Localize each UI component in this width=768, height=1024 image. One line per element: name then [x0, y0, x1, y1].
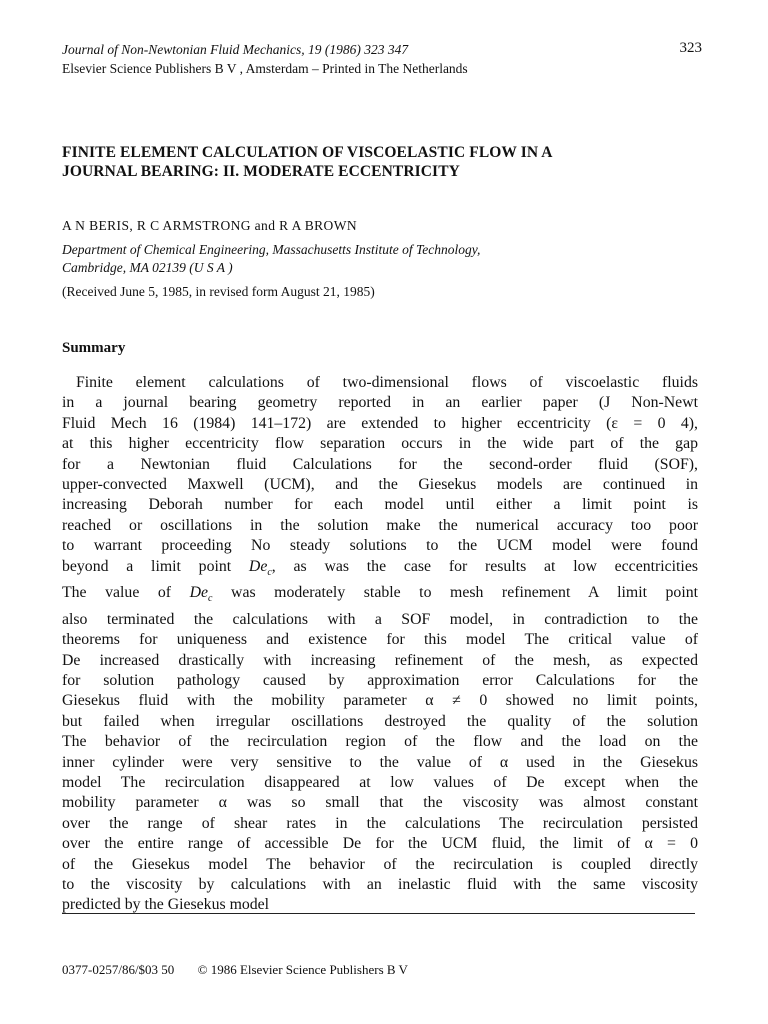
affiliation-line-1: Department of Chemical Engineering, Massachusetts Institute of Technology,: [62, 242, 481, 257]
summary-line: Fluid Mech 16 (1984) 141–172) are extended to higher eccentricity (ε = 0 4),: [62, 414, 698, 432]
summary-line: of the Giesekus model The behavior of the recirculation is coupled directly: [62, 855, 698, 873]
page-number: 323: [679, 40, 702, 56]
summary-line: but failed when irregular oscillations destroyed the quality of the solution: [62, 712, 698, 730]
summary-line: The behavior of the recirculation region of the flow and the load on the: [62, 733, 698, 751]
summary-line: Finite element calculations of two-dimensional flows of viscoelastic fluids: [76, 374, 698, 391]
title-line-1: FINITE ELEMENT CALCULATION OF VISCOELASTIC FLOW IN A: [62, 144, 553, 161]
summary-text: [62, 373, 698, 916]
publisher-line: Elsevier Science Publishers B V , Amsterdam – Printed in The Netherlands: [62, 61, 468, 76]
issn-code: 0377-0257/86/$03 50: [62, 962, 175, 977]
affiliation: [62, 241, 480, 277]
summary-line: mobility parameter α was so small that the viscosity was almost constant: [62, 794, 698, 812]
summary-line: to warrant proceeding No steady solutions to the UCM model were found: [62, 537, 698, 555]
title-line-2: JOURNAL BEARING: II. MODERATE ECCENTRICITY: [62, 163, 460, 180]
summary-line: for a Newtonian fluid Calculations for the second-order fluid (SOF),: [62, 455, 698, 473]
summary-line: over the range of shear rates in the calculations The recirculation persisted: [62, 814, 698, 832]
author-list: A N BERIS, R C ARMSTRONG and R A BROWN: [62, 218, 357, 233]
journal-header: [62, 40, 702, 78]
footer-rule: [62, 913, 695, 914]
journal-citation: Journal of Non-Newtonian Fluid Mechanics, 19 (1986) 323 347: [62, 42, 409, 57]
summary-line: model The recirculation disappeared at low values of De except when the: [62, 774, 698, 792]
summary-line: to the viscosity by calculations with an inelastic fluid with the same viscosity: [62, 876, 698, 894]
summary-line: inner cylinder were very sensitive to the value of α used in the Giesekus: [62, 753, 698, 771]
summary-line: upper-convected Maxwell (UCM), and the Giesekus models are continued in: [62, 476, 698, 494]
copyright-notice: © 1986 Elsevier Science Publishers B V: [197, 962, 408, 977]
summary-line: in a journal bearing geometry reported in an earlier paper (J Non-Newt: [62, 394, 698, 412]
affiliation-line-2: Cambridge, MA 02139 (U S A ): [62, 260, 233, 275]
footer: [62, 962, 428, 978]
summary-line: Giesekus fluid with the mobility parameter α ≠ 0 showed no limit points,: [62, 692, 698, 710]
summary-line: reached or oscillations in the solution make the numerical accuracy too poor: [62, 516, 698, 534]
summary-line: also terminated the calculations with a SOF model, in contradiction to the: [62, 610, 698, 628]
summary-line: De increased drastically with increasing refinement of the mesh, as expected: [62, 651, 698, 669]
received-dates: (Received June 5, 1985, in revised form August 21, 1985): [62, 284, 375, 299]
summary-line: over the entire range of accessible De for the UCM fluid, the limit of α = 0: [62, 835, 698, 853]
summary-line: for solution pathology caused by approximation error Calculations for the: [62, 672, 698, 689]
paper-title: [62, 143, 712, 181]
summary-line: at this higher eccentricity flow separation occurs in the wide part of the gap: [62, 435, 698, 453]
summary-line: increasing Deborah number for each model until either a limit point is: [62, 496, 698, 514]
summary-line: The value of $De_c$ was moderately stable to mesh refinement A limit point: [62, 584, 698, 605]
summary-line: beyond a limit point $De_c$, as was the case for results at low eccentricities: [62, 557, 698, 578]
summary-line: theorems for uniqueness and existence for this model The critical value of: [62, 631, 698, 649]
summary-line: predicted by the Giesekus model: [62, 896, 270, 914]
summary-heading: Summary: [62, 340, 126, 356]
